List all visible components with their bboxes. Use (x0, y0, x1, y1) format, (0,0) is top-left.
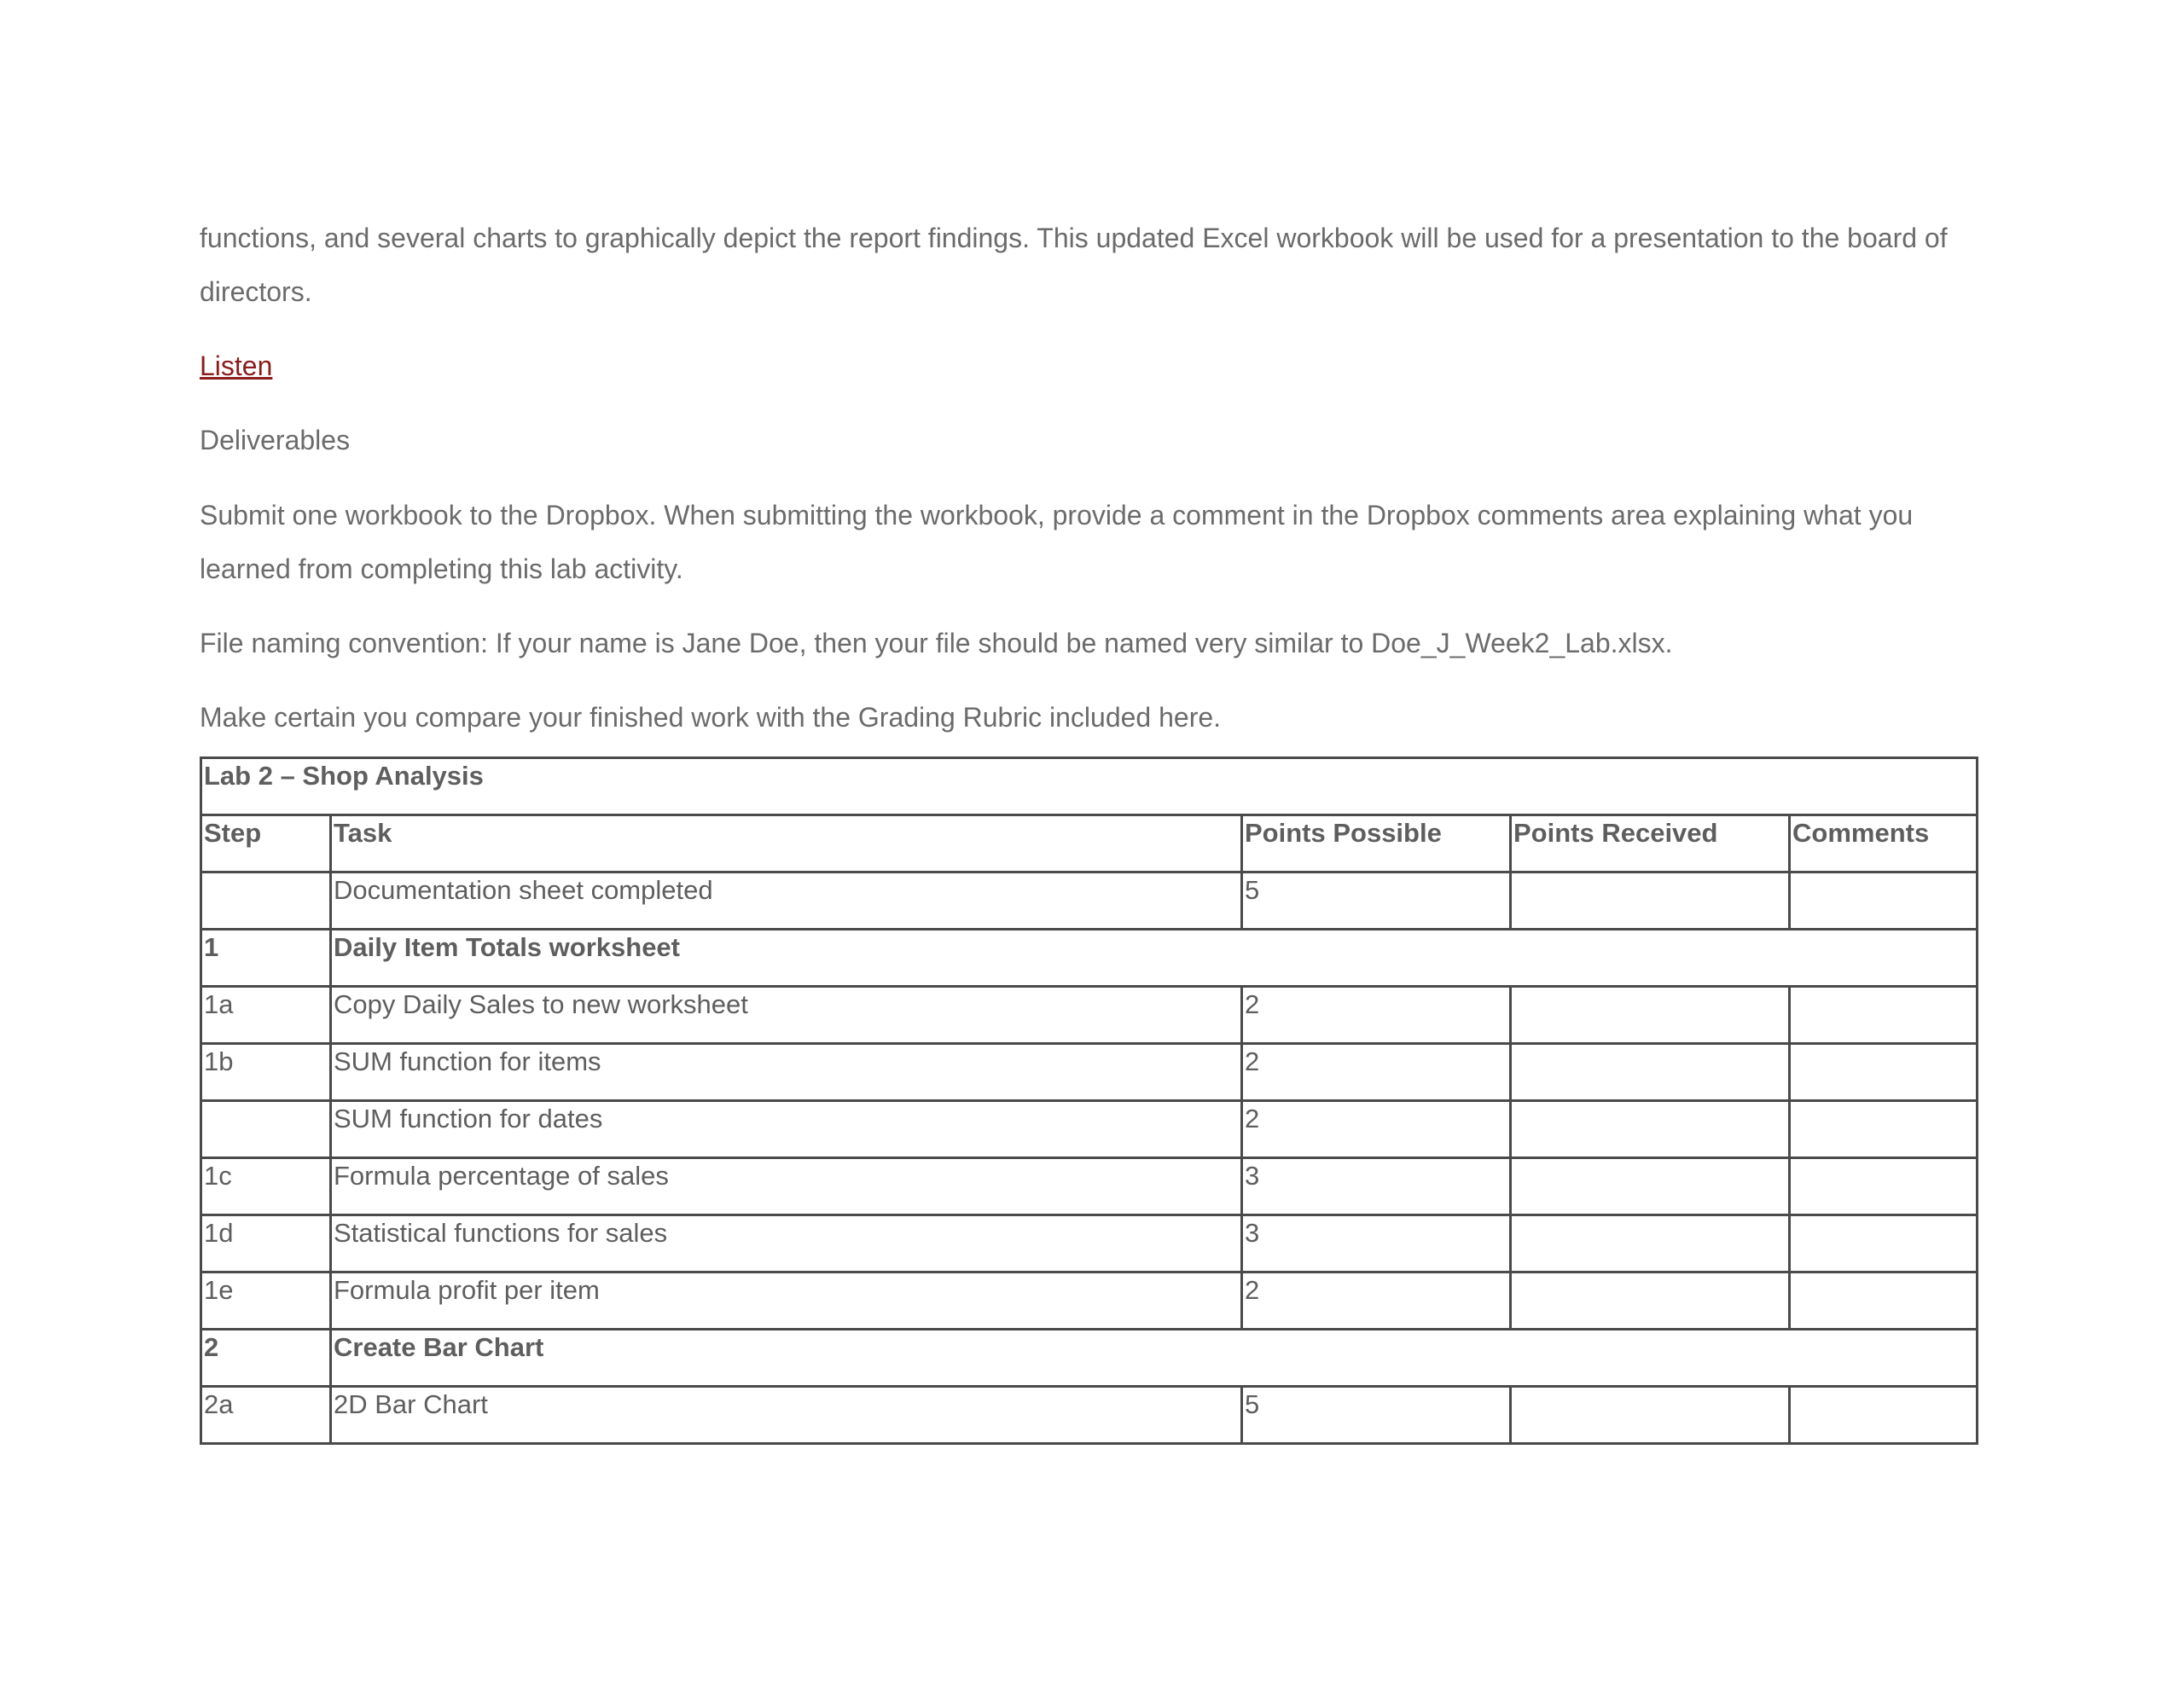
table-row (201, 1044, 1978, 1101)
section-task-cell: Create Bar Chart (331, 1330, 1978, 1387)
table-row (201, 872, 1978, 930)
step-cell: 2a (201, 1387, 331, 1444)
points-received-cell (1511, 1101, 1790, 1158)
header-points-received: Points Received (1511, 815, 1790, 872)
header-task: Task (331, 815, 1242, 872)
table-header-row (201, 815, 1978, 872)
comments-cell (1790, 1044, 1978, 1101)
points-possible-cell: 2 (1242, 1044, 1511, 1101)
task-cell: Formula profit per item (331, 1272, 1242, 1330)
task-cell: Formula percentage of sales (331, 1158, 1242, 1215)
task-cell: SUM function for dates (331, 1101, 1242, 1158)
points-received-cell (1511, 1215, 1790, 1272)
comments-cell (1790, 987, 1978, 1044)
rubric-note-paragraph: Make certain you compare your finished work with the Grading Rubric included here. (200, 702, 1222, 733)
submit-paragraph-line-1: Submit one workbook to the Dropbox. When submitting the workbook, provide a comment in the Dropbox comments area explaining what you (200, 500, 1914, 530)
table-row (201, 1158, 1978, 1215)
header-step: Step (201, 815, 331, 872)
points-received-cell (1511, 1272, 1790, 1330)
grading-rubric-table (200, 757, 1978, 1445)
points-possible-cell: 2 (1242, 987, 1511, 1044)
comments-cell (1790, 1272, 1978, 1330)
points-received-cell (1511, 1158, 1790, 1215)
table-row (201, 1387, 1978, 1444)
points-received-cell (1511, 1044, 1790, 1101)
table-title-row (201, 758, 1978, 815)
points-received-cell (1511, 987, 1790, 1044)
step-cell: 1c (201, 1158, 331, 1215)
comments-cell (1790, 1101, 1978, 1158)
table-section-row (201, 930, 1978, 987)
comments-cell (1790, 1387, 1978, 1444)
naming-convention-paragraph: File naming convention: If your name is Jane Doe, then your file should be named very similar to Doe_J_Week2_Lab.xlsx. (200, 628, 1673, 658)
section-task-cell: Daily Item Totals worksheet (331, 930, 1978, 987)
table-row (201, 987, 1978, 1044)
points-possible-cell: 2 (1242, 1101, 1511, 1158)
task-cell: Statistical functions for sales (331, 1215, 1242, 1272)
table-section-row (201, 1330, 1978, 1387)
header-points-possible: Points Possible (1242, 815, 1511, 872)
intro-paragraph-line-2: directors. (200, 276, 312, 307)
task-cell: Documentation sheet completed (331, 872, 1242, 930)
table-row (201, 1272, 1978, 1330)
step-cell: 1a (201, 987, 331, 1044)
submit-paragraph-line-2: learned from completing this lab activity. (200, 554, 683, 584)
deliverables-heading: Deliverables (200, 425, 351, 455)
comments-cell (1790, 1158, 1978, 1215)
points-possible-cell: 5 (1242, 872, 1511, 930)
listen-paragraph (200, 339, 272, 393)
task-cell: 2D Bar Chart (331, 1387, 1242, 1444)
table-row (201, 1101, 1978, 1158)
points-received-cell (1511, 1387, 1790, 1444)
step-cell: 1e (201, 1272, 331, 1330)
comments-cell (1790, 872, 1978, 930)
points-received-cell (1511, 872, 1790, 930)
step-cell (201, 872, 331, 930)
points-possible-cell: 5 (1242, 1387, 1511, 1444)
step-cell (201, 1101, 331, 1158)
step-cell: 1d (201, 1215, 331, 1272)
step-cell: 1b (201, 1044, 331, 1101)
listen-link[interactable]: Listen (200, 351, 273, 381)
intro-paragraph-line-1: functions, and several charts to graphically depict the report findings. This updated Excel workbook will be used for a presentation to the board of (200, 223, 1948, 253)
points-possible-cell: 2 (1242, 1272, 1511, 1330)
rubric-title: Lab 2 – Shop Analysis (201, 758, 1978, 815)
task-cell: SUM function for items (331, 1044, 1242, 1101)
step-cell: 2 (201, 1330, 331, 1387)
points-possible-cell: 3 (1242, 1215, 1511, 1272)
points-possible-cell: 3 (1242, 1158, 1511, 1215)
comments-cell (1790, 1215, 1978, 1272)
table-row (201, 1215, 1978, 1272)
step-cell: 1 (201, 930, 331, 987)
header-comments: Comments (1790, 815, 1978, 872)
task-cell: Copy Daily Sales to new worksheet (331, 987, 1242, 1044)
